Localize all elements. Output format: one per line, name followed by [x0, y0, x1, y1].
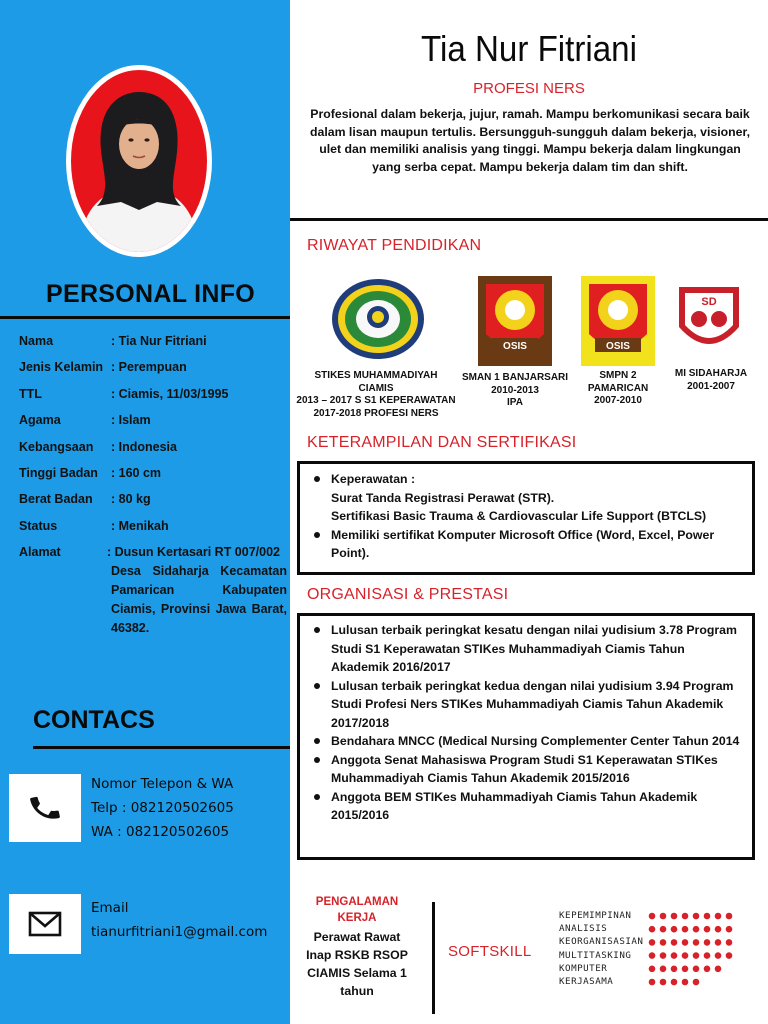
info-value: : 160 cm: [111, 465, 162, 480]
info-row-nationality: [19, 440, 287, 466]
list-item: Lulusan terbaik peringkat kesatu dengan nilai yudisium 3.78 Program Studi S1 Keperawatan STIKes Muhammadiyah Ciamis Tahun Akademik 2016/2017: [312, 621, 742, 677]
rating-dot: [660, 966, 667, 973]
organization-heading: ORGANISASI & PRESTASI: [307, 586, 509, 603]
rating-dot: [693, 913, 700, 920]
osis-logo: [581, 276, 655, 366]
rating-dot: [671, 966, 678, 973]
list-item: [312, 526, 742, 563]
rating-dot: [682, 979, 689, 986]
rating-dot: [704, 966, 711, 973]
rating-dot: [649, 913, 656, 920]
rating-dot: [693, 952, 700, 959]
contacts-divider: [33, 746, 290, 749]
info-row-status: [19, 519, 287, 545]
softskill-list: [559, 909, 643, 988]
info-row-weight: [19, 492, 287, 518]
rating-dot: [671, 926, 678, 933]
info-row-religion: [19, 413, 287, 439]
rating-dot: [726, 913, 733, 920]
rating-dot: [671, 939, 678, 946]
rating-dot: [649, 979, 656, 986]
caption-line: STIKES MUHAMMADIYAH CIAMIS: [314, 370, 438, 394]
caption-line: 2010-2013: [491, 384, 539, 396]
info-label: Kebangsaan: [19, 439, 94, 454]
osis-logo-text: OSIS: [503, 341, 527, 352]
phone-title: Nomor Telepon & WA: [91, 776, 234, 792]
info-label: Jenis Kelamin: [19, 360, 104, 375]
rating-dot: [726, 926, 733, 933]
address-value: [107, 543, 287, 638]
rating-dot: [715, 966, 722, 973]
stikes-logo: [330, 277, 426, 361]
envelope-icon: [28, 911, 62, 937]
skill-line: Surat Tanda Registrasi Perawat (STR).: [331, 490, 555, 505]
softskill-heading: SOFTSKILL: [448, 943, 532, 960]
softskill-label: KEPEMIMPINAN: [559, 910, 632, 921]
rating-dot: [682, 952, 689, 959]
rating-dot: [649, 939, 656, 946]
education-caption-stikes: [296, 370, 456, 420]
education-caption-mi: [666, 368, 756, 393]
rating-dot: [660, 913, 667, 920]
info-value: : Islam: [111, 413, 151, 428]
list-item: Anggota Senat Mahasiswa Program Studi S1 Keperawatan STIKes Muhammadiyah Ciamis Tahun Akademik 2015/2016: [312, 751, 742, 788]
caption-line: SMPN 2: [599, 370, 637, 381]
rating-dot: [715, 926, 722, 933]
softskill-label: KOMPUTER: [559, 962, 608, 974]
email-title: Email: [91, 900, 129, 916]
osis-logo-text: OSIS: [606, 341, 630, 352]
softskill-rating-dots: [648, 912, 766, 996]
info-label: Alamat: [19, 545, 61, 560]
experience-heading: [306, 894, 408, 926]
skill-line: Memiliki sertifikat Komputer Microsoft Office (Word, Excel, Power Point).: [331, 527, 715, 560]
rating-dot: [693, 979, 700, 986]
caption-line: SMAN 1 BANJARSARI: [461, 372, 569, 383]
info-value: : Tia Nur Fitriani: [111, 334, 207, 348]
info-label: Nama: [19, 334, 54, 348]
caption-line: 2001-2007: [687, 380, 735, 392]
info-value: : Menikah: [111, 518, 169, 533]
experience-divider: [432, 902, 435, 1014]
rating-dot: [649, 926, 656, 933]
profile-photo-frame: [66, 65, 212, 257]
header-divider: [290, 218, 768, 221]
list-item: [312, 470, 742, 526]
list-item: Anggota BEM STIKes Muhammadiyah Ciamis Tahun Akademik 2015/2016: [312, 788, 742, 825]
phone-icon-box: [9, 774, 81, 842]
info-row-birth: [19, 387, 287, 413]
caption-line: 2013 – 2017 S S1 KEPERAWATAN: [296, 395, 456, 406]
profile-photo: [71, 70, 207, 252]
rating-dot: [693, 926, 700, 933]
info-label: TTL: [19, 386, 42, 401]
info-value: : Perempuan: [111, 360, 187, 375]
rating-dot: [660, 952, 667, 959]
rating-dot: [726, 939, 733, 946]
rating-dot: [682, 926, 689, 933]
rating-dot: [715, 952, 722, 959]
experience-heading-line: KERJA: [337, 912, 377, 924]
rating-dot: [704, 926, 711, 933]
caption-line: PAMARICAN: [587, 382, 649, 394]
personal-info-list: [19, 334, 287, 638]
profile-summary: Profesional dalam bekerja, jujur, ramah. Mampu berkomunikasi secara baik dalam lisan maupun tertulis. Bersungguh-sungguh dalam bekerja, visioner, ulet dan memiliki analisis yang tinggi. Mampu bekerja dalam lingkungan yang serba cepat. Mampu bekerja dalam tim dan shift.: [309, 107, 751, 174]
email-value[interactable]: tianurfitriani1@gmail.com: [91, 924, 268, 940]
rating-dot: [704, 952, 711, 959]
education-caption-smp: [572, 370, 664, 408]
softskill-label: MULTITASKING: [559, 949, 632, 961]
info-row-name: [19, 334, 287, 360]
rating-dot: [660, 939, 667, 946]
rating-dot: [671, 952, 678, 959]
rating-dot: [671, 913, 678, 920]
rating-dot: [715, 939, 722, 946]
info-label: Tinggi Badan: [19, 465, 98, 480]
rating-dot: [671, 979, 678, 986]
mi-logo-text: SD: [701, 296, 717, 308]
profession-title: PROFESI NERS: [473, 80, 585, 97]
education-caption-sma: [460, 372, 570, 410]
rating-dot: [704, 913, 711, 920]
person-portrait-icon: [71, 70, 207, 252]
softskill-label: KERJASAMA: [559, 976, 614, 988]
rating-dot: [704, 939, 711, 946]
info-row-gender: [19, 360, 287, 386]
rating-dot: [682, 966, 689, 973]
address-line-rest: Desa Sidaharja Kecamatan Pamarican Kabupaten Ciamis, Provinsi Jawa Barat, 46382.: [111, 564, 287, 636]
page-title: Tia Nur Fitriani: [421, 28, 637, 69]
skills-box: [297, 461, 755, 575]
email-icon-box: [9, 894, 81, 954]
phone-icon: [28, 791, 62, 825]
osis-logo: [478, 276, 552, 366]
address-line-first: : Dusun Kertasari RT 007/002: [107, 545, 280, 560]
rating-dot: [682, 913, 689, 920]
organization-box: [297, 613, 755, 860]
softskill-label: KEORGANISASIAN: [559, 936, 644, 948]
mi-logo: [675, 283, 743, 359]
info-label: Status: [19, 518, 58, 533]
rating-dot: [693, 966, 700, 973]
rating-dot: [660, 926, 667, 933]
phone-wa[interactable]: WA : 082120502605: [91, 824, 230, 840]
caption-line: 2007-2010: [594, 395, 642, 406]
skills-heading: KETERAMPILAN DAN SERTIFIKASI: [307, 434, 577, 451]
rating-dot: [649, 966, 656, 973]
rating-dot: [649, 952, 656, 959]
info-value: : 80 kg: [111, 492, 151, 507]
rating-dot: [715, 913, 722, 920]
skill-line: Sertifikasi Basic Trauma & Cardiovascular Life Support (BTCLS): [331, 509, 707, 523]
info-label: Berat Badan: [19, 492, 93, 507]
experience-body: Perawat Rawat Inap RSKB RSOP CIAMIS Selama 1 tahun: [306, 930, 408, 998]
list-item: Bendahara MNCC (Medical Nursing Complementer Center Tahun 2014: [312, 732, 742, 751]
info-value: : Indonesia: [111, 439, 177, 454]
personal-info-divider: [0, 316, 290, 319]
caption-line: 2017-2018 PROFESI NERS: [313, 407, 439, 419]
rating-dot: [660, 979, 667, 986]
softskill-label: ANALISIS: [559, 923, 608, 935]
experience-heading-line: PENGALAMAN: [315, 896, 399, 908]
caption-line: MI SIDAHARJA: [674, 368, 748, 379]
rating-dot: [693, 939, 700, 946]
info-row-height: [19, 466, 287, 492]
education-heading: RIWAYAT PENDIDIKAN: [307, 237, 482, 254]
info-label: Agama: [19, 413, 61, 428]
contacts-heading: CONTACS: [33, 706, 155, 734]
rating-dot: [726, 952, 733, 959]
caption-line: IPA: [507, 397, 523, 408]
info-value: : Ciamis, 11/03/1995: [111, 386, 229, 401]
skill-line: Keperawatan :: [331, 472, 416, 486]
phone-telp[interactable]: Telp : 082120502605: [91, 800, 234, 816]
personal-info-heading: PERSONAL INFO: [46, 280, 256, 308]
rating-dot: [682, 939, 689, 946]
list-item: Lulusan terbaik peringkat kedua dengan nilai yudisium 3.94 Program Studi Profesi Ners STIKes Muhammadiyah Ciamis Tahun Akademik 2017/2018: [312, 677, 742, 733]
info-row-address: [19, 545, 287, 638]
